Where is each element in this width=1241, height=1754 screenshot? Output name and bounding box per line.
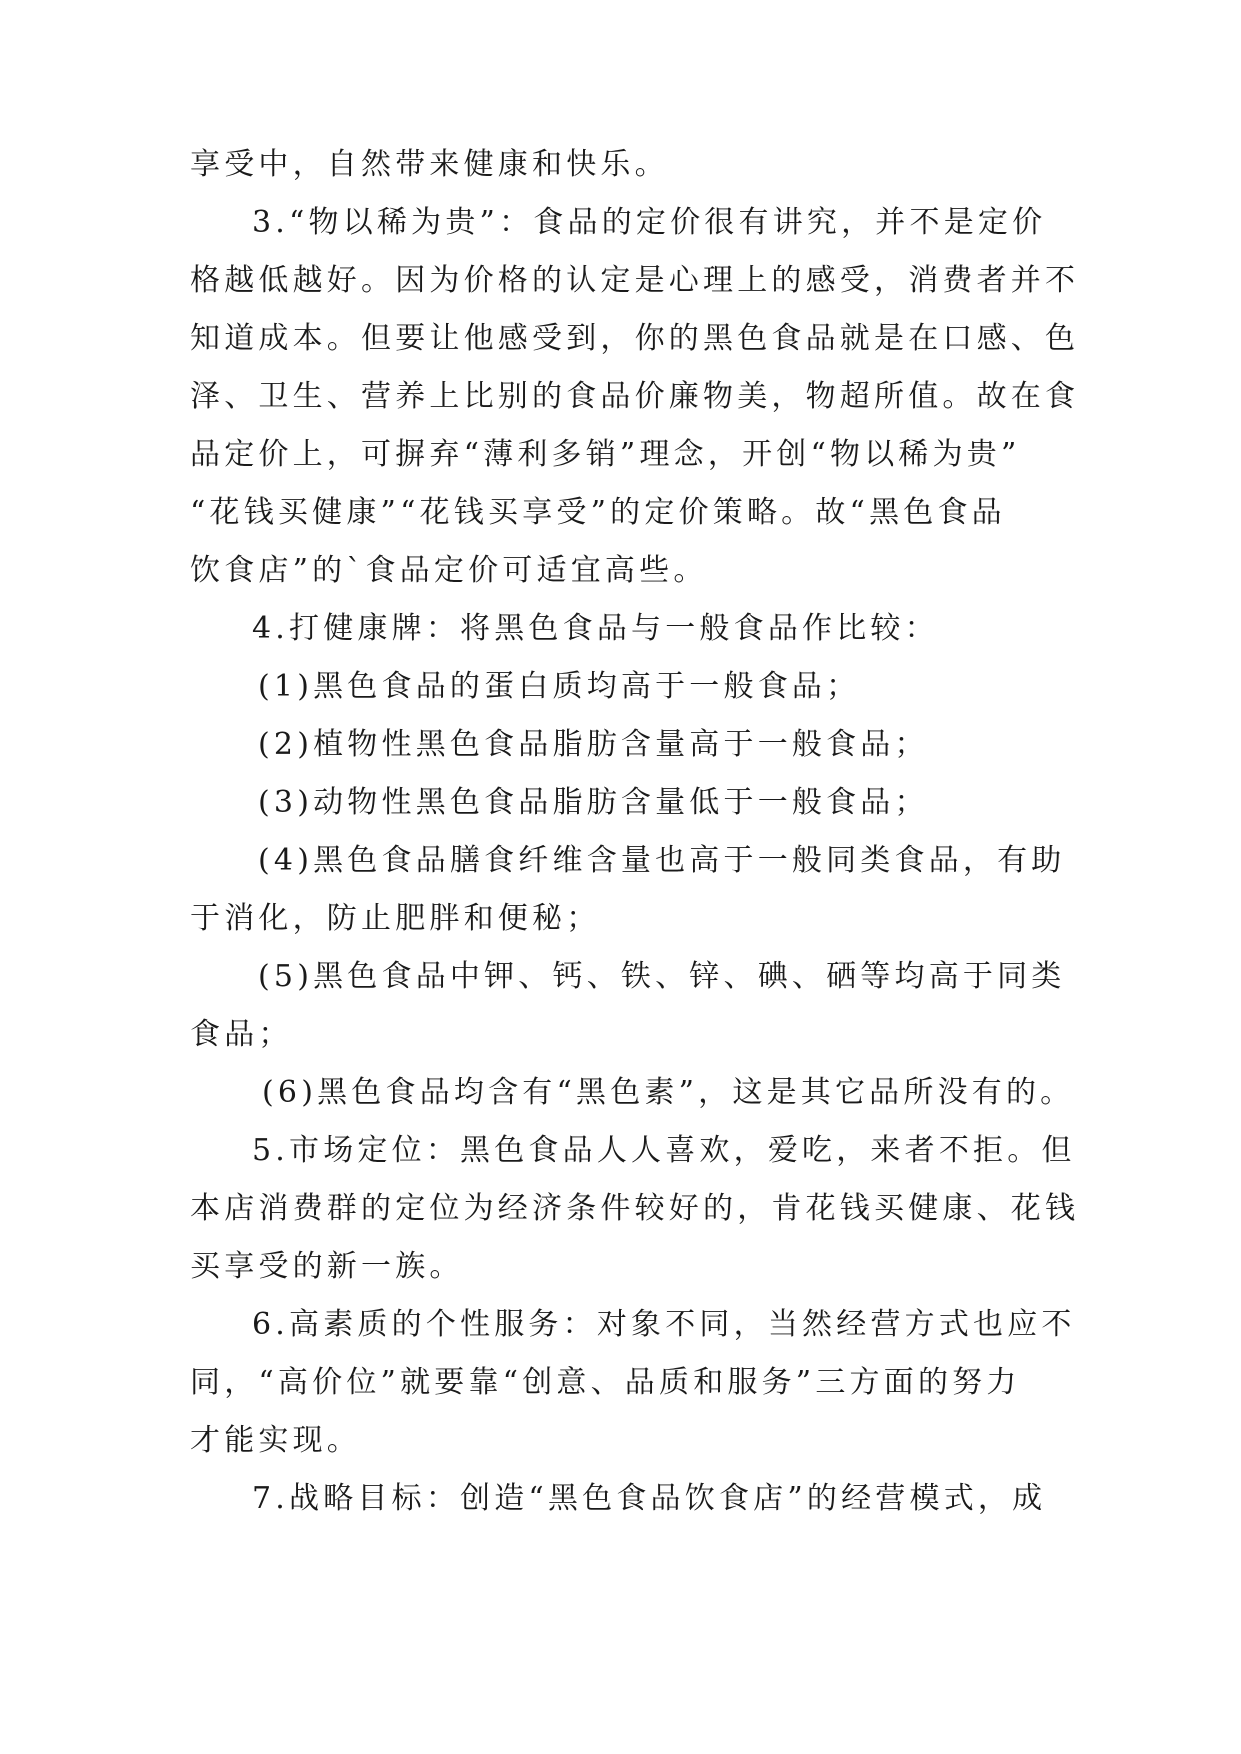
- text-line: 格越低越好。因为价格的认定是心理上的感受，消费者并不: [190, 263, 1080, 298]
- text-line: (6)黑色食品均含有“黑色素”，这是其它品所没有的。: [262, 1075, 1075, 1110]
- text-line: (4)黑色食品膳食纤维含量也高于一般同类食品，有助: [258, 843, 1066, 878]
- text-line: 3.“物以稀为贵”：食品的定价很有讲究，并不是定价: [252, 205, 1047, 240]
- text-line: 本店消费群的定位为经济条件较好的，肯花钱买健康、花钱: [190, 1191, 1080, 1226]
- text-line: 4.打健康牌：将黑色食品与一般食品作比较：: [252, 611, 939, 646]
- text-line: 知道成本。但要让他感受到，你的黑色食品就是在口感、色: [190, 321, 1080, 356]
- text-line: 才能实现。: [190, 1423, 361, 1458]
- text-line: 泽、卫生、营养上比别的食品价廉物美，物超所值。故在食: [190, 379, 1080, 414]
- text-line: 品定价上，可摒弃“薄利多销”理念，开创“物以稀为贵”: [190, 437, 1021, 472]
- text-line: 买享受的新一族。: [190, 1249, 464, 1284]
- text-line: (1)黑色食品的蛋白质均高于一般食品；: [258, 669, 861, 704]
- text-line: 于消化，防止肥胖和便秘；: [190, 901, 601, 936]
- text-line: 7.战略目标：创造“黑色食品饮食店”的经营模式，成: [252, 1481, 1047, 1516]
- text-line: 食品；: [190, 1017, 293, 1052]
- text-line: 6.高素质的个性服务：对象不同，当然经营方式也应不: [252, 1307, 1076, 1342]
- text-line: 饮食店”的`食品定价可适宜高些。: [190, 553, 708, 588]
- text-line: (5)黑色食品中钾、钙、铁、锌、碘、硒等均高于同类: [258, 959, 1066, 994]
- text-line: (3)动物性黑色食品脂肪含量低于一般食品；: [258, 785, 929, 820]
- text-line: 同，“高价位”就要靠“创意、品质和服务”三方面的努力: [190, 1365, 1021, 1400]
- text-line: (2)植物性黑色食品脂肪含量高于一般食品；: [258, 727, 929, 762]
- text-line: “花钱买健康”“花钱买享受”的定价策略。故“黑色食品: [190, 495, 1006, 530]
- text-line: 5.市场定位：黑色食品人人喜欢，爱吃，来者不拒。但: [252, 1133, 1076, 1168]
- text-line: 享受中，自然带来健康和快乐。: [190, 147, 669, 182]
